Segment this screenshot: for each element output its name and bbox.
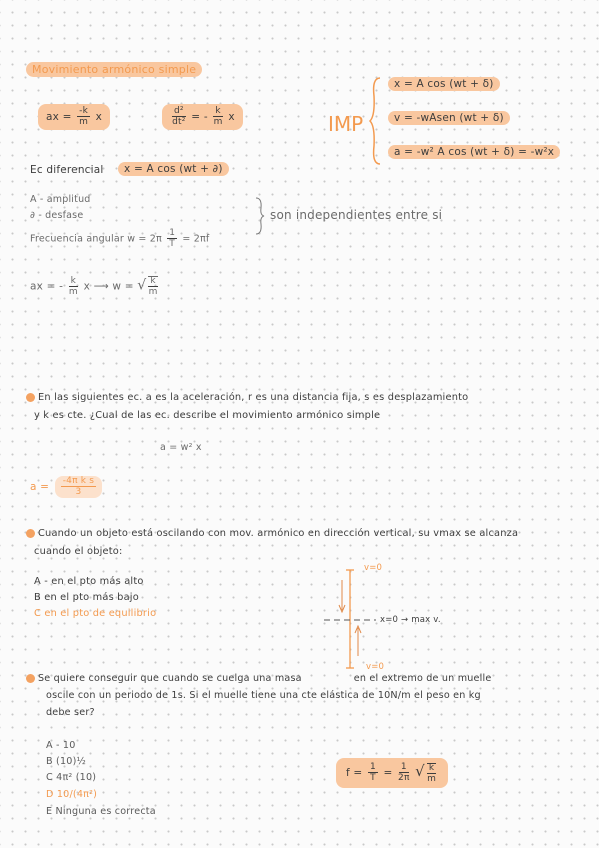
d2-den: dt² bbox=[172, 117, 186, 127]
f-1: 1 bbox=[369, 762, 376, 772]
imp-x-eq: x = A cos (wt + δ) bbox=[388, 77, 500, 91]
q2-line2: cuando el objeto: bbox=[34, 546, 123, 557]
freq-label: Frecuencia angular w = 2π bbox=[30, 233, 162, 245]
q1-text-line1 bbox=[26, 392, 468, 403]
q3-option-d: D 10/(4π²) bbox=[46, 789, 98, 800]
freq-tail: = 2πf bbox=[182, 233, 210, 245]
d2-m: m bbox=[213, 117, 223, 127]
q2-option-c: C en el pto de equilibrio bbox=[34, 608, 157, 619]
q1-ans-lhs: a = bbox=[30, 481, 50, 493]
q3-option-b: B (10)½ bbox=[46, 756, 87, 767]
q2-bullet bbox=[26, 529, 35, 538]
ax-x: x bbox=[95, 111, 102, 123]
q3-line1: Se quiere conseguir que cuando se cuelga una masa en el extremo de un muelle bbox=[38, 673, 492, 684]
freq-note bbox=[30, 229, 209, 249]
q2-text-line1 bbox=[26, 528, 518, 539]
page-title: Movimiento armónico simple bbox=[26, 62, 202, 77]
q3-text-line1 bbox=[26, 673, 491, 684]
ax2-sm: m bbox=[148, 287, 158, 297]
f-2pi: 2π bbox=[398, 773, 410, 783]
d2-eq: = - bbox=[191, 111, 208, 123]
ax2-m: m bbox=[68, 286, 78, 297]
f-eq: = bbox=[383, 767, 393, 779]
indep-brace bbox=[254, 196, 266, 236]
f-lhs: f = bbox=[346, 767, 363, 779]
q3-option-a: A - 10 bbox=[46, 740, 76, 751]
d2-num: d² bbox=[174, 106, 184, 116]
q3-bullet bbox=[26, 674, 35, 683]
q1-answer bbox=[30, 476, 104, 498]
d2-k: k bbox=[215, 106, 221, 116]
q1-formula: a = w² x bbox=[160, 442, 202, 453]
indep-note: son independientes entre si bbox=[270, 208, 443, 222]
q1-line1: En las siguientes ec. a es la aceleración, r es una distancia fija, s es desplazamiento bbox=[38, 392, 469, 403]
f-1b: 1 bbox=[400, 762, 407, 772]
desfase-note: ∂ - desfase bbox=[30, 210, 84, 221]
diagram-v0-top: v=0 bbox=[364, 563, 383, 573]
imp-v-eq: v = -wAsen (wt + δ) bbox=[388, 111, 510, 125]
d2-x: x bbox=[228, 111, 235, 123]
freq-T: T bbox=[169, 239, 175, 249]
ax-omega-formula: ax = - $\frac{k}{m}$ x ⟶ w = √ $\frac{k}{m}$ bbox=[30, 275, 158, 297]
q2-option-b: B en el pto más bajo bbox=[34, 592, 139, 603]
ax-den: m bbox=[79, 117, 89, 127]
freq-1: 1 bbox=[169, 228, 176, 238]
imp-label: IMP bbox=[328, 112, 364, 136]
diagram-v0-bottom: v=0 bbox=[366, 662, 385, 672]
q1-line2: y k es cte. ¿Cual de las ec. describe el movimiento armónico simple bbox=[34, 410, 381, 421]
q2-line1: Cuando un objeto está oscilando con mov. armónico en dirección vertical, su vmax se alcanza bbox=[38, 528, 519, 539]
d2-formula bbox=[162, 104, 243, 130]
imp-a-eq: a = -w² A cos (wt + δ) = -w²x bbox=[388, 145, 560, 159]
q1-bullet bbox=[26, 393, 35, 402]
ax2-k: k bbox=[70, 275, 77, 286]
ax-lhs: ax = bbox=[46, 111, 72, 123]
q3-line3: debe ser? bbox=[46, 707, 95, 718]
q1-ans-num: -4π k s bbox=[62, 476, 95, 486]
ax2-mid: x ⟶ w = bbox=[83, 280, 134, 293]
q3-line2: oscile con un periodo de 1s. Si el muelle tiene una cte elástica de 10N/m el peso en kg bbox=[46, 690, 481, 701]
imp-brace bbox=[368, 76, 382, 166]
ax-num: -k bbox=[79, 106, 89, 116]
ec-label: Ec diferencial bbox=[30, 164, 104, 176]
f-m: m bbox=[427, 773, 437, 784]
ax2-sk: k bbox=[150, 276, 156, 286]
ax-formula bbox=[38, 104, 110, 130]
q1-ans-den: 3 bbox=[75, 487, 82, 497]
f-T: T bbox=[370, 773, 376, 783]
q3-option-c: C 4π² (10) bbox=[46, 772, 97, 783]
f-k: k bbox=[428, 762, 435, 773]
amplitud-note: A - amplitud bbox=[30, 194, 91, 205]
ec-equation: x = A cos (wt + ∂) bbox=[118, 162, 229, 176]
q2-option-a: A - en el pto más alto bbox=[34, 576, 144, 587]
ax2-lhs: ax = - bbox=[30, 280, 64, 293]
diagram-midline-label: x=0 → max v. bbox=[380, 615, 441, 625]
frequency-formula: f = $\frac{1}{T}$ = $\frac{1}{2\pi}$ √ $\frac{k}{m}$ bbox=[336, 758, 448, 788]
q3-option-e: E Ninguna es correcta bbox=[46, 806, 156, 817]
